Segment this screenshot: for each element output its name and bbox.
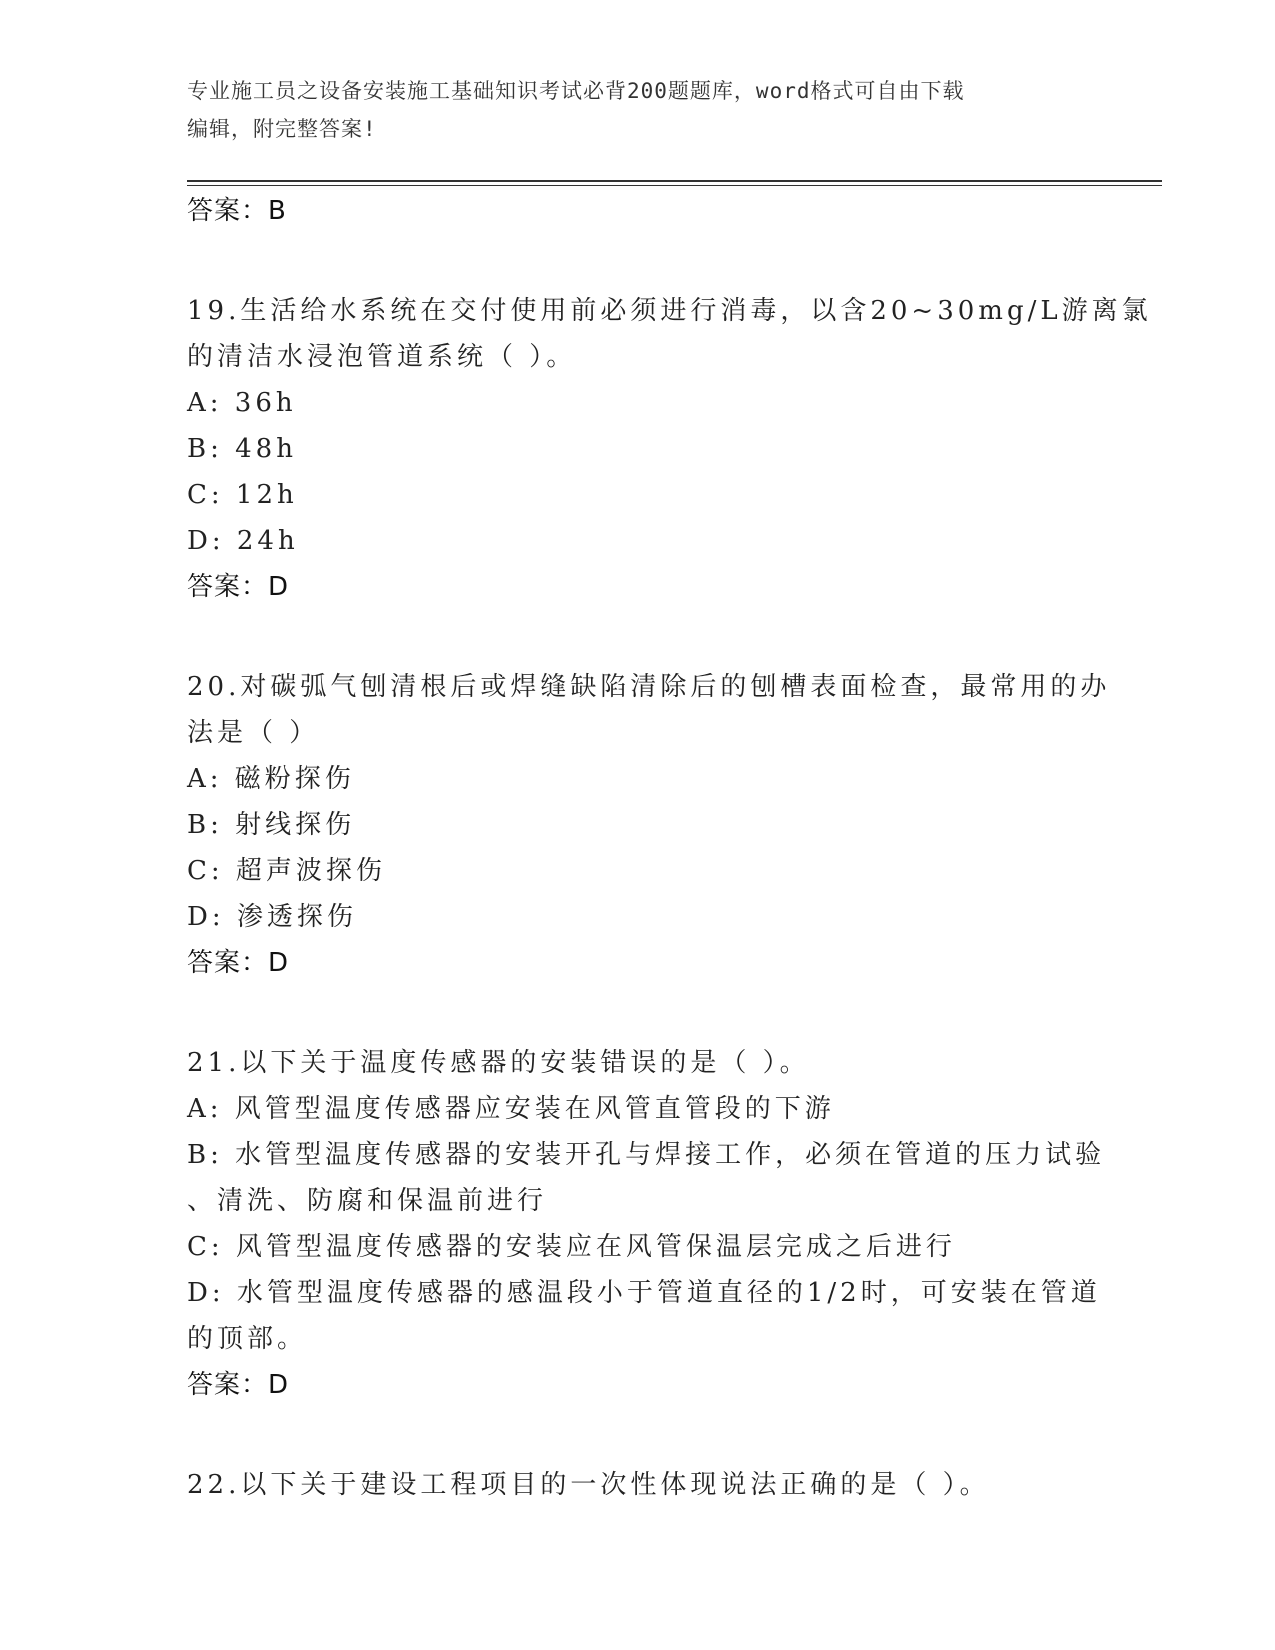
spacer: [187, 234, 1087, 288]
question-21-option-b-line-1: B: 水管型温度传感器的安装开孔与焊接工作，必须在管道的压力试验: [187, 1140, 1106, 1170]
question-20-text-line-2: 法是（ ）: [187, 718, 320, 748]
question-list: [187, 188, 1152, 1508]
question-19-text-line-2: 的清洁水浸泡管道系统（ ）。: [187, 342, 577, 372]
spacer: [187, 986, 1087, 1040]
question-19: [187, 288, 1152, 610]
question-20-option-d: D: 渗透探伤: [187, 902, 357, 932]
answer-19: 答案：D: [187, 572, 290, 602]
question-19-option-a: A: 36h: [187, 388, 297, 418]
question-21: [187, 1040, 1106, 1408]
question-19-option-d: D: 24h: [187, 526, 299, 556]
header-divider-thin: [187, 185, 1162, 186]
spacer: [187, 610, 1087, 664]
question-21-option-a: A: 风管型温度传感器应安装在风管直管段的下游: [187, 1094, 835, 1124]
page-header: [187, 72, 1087, 148]
answer-21: 答案：D: [187, 1370, 290, 1400]
question-19-option-c: C: 12h: [187, 480, 298, 510]
question-22-text: 22.以下关于建设工程项目的一次性体现说法正确的是（ ）。: [187, 1470, 990, 1500]
question-21-option-c: C: 风管型温度传感器的安装应在风管保温层完成之后进行: [187, 1232, 956, 1262]
question-21-option-d-line-2: 的顶部。: [187, 1324, 308, 1354]
header-divider-thick: [187, 180, 1162, 182]
question-19-text-line-1: 19.生活给水系统在交付使用前必须进行消毒，以含20~30mg/L游离氯: [187, 296, 1152, 326]
question-22: [187, 1462, 1087, 1508]
question-21-option-d-line-1: D: 水管型温度传感器的感温段小于管道直径的1/2时，可安装在管道: [187, 1278, 1101, 1308]
question-20-option-b: B: 射线探伤: [187, 810, 356, 840]
header-line-2: 编辑，附完整答案!: [187, 117, 377, 141]
question-19-option-b: B: 48h: [187, 434, 297, 464]
question-20: [187, 664, 1111, 986]
question-21-option-b-line-2: 、清洗、防腐和保温前进行: [187, 1186, 548, 1216]
question-20-option-a: A: 磁粉探伤: [187, 764, 355, 794]
header-line-1: 专业施工员之设备安装施工基础知识考试必背200题题库，word格式可自由下载: [187, 79, 965, 103]
question-20-text-line-1: 20.对碳弧气刨清根后或焊缝缺陷清除后的刨槽表面检查，最常用的办: [187, 672, 1111, 702]
question-20-option-c: C: 超声波探伤: [187, 856, 386, 886]
answer-18: 答案：B: [187, 196, 287, 226]
question-21-text: 21.以下关于温度传感器的安装错误的是（ ）。: [187, 1048, 810, 1078]
spacer: [187, 1408, 1087, 1462]
answer-20: 答案：D: [187, 948, 290, 978]
